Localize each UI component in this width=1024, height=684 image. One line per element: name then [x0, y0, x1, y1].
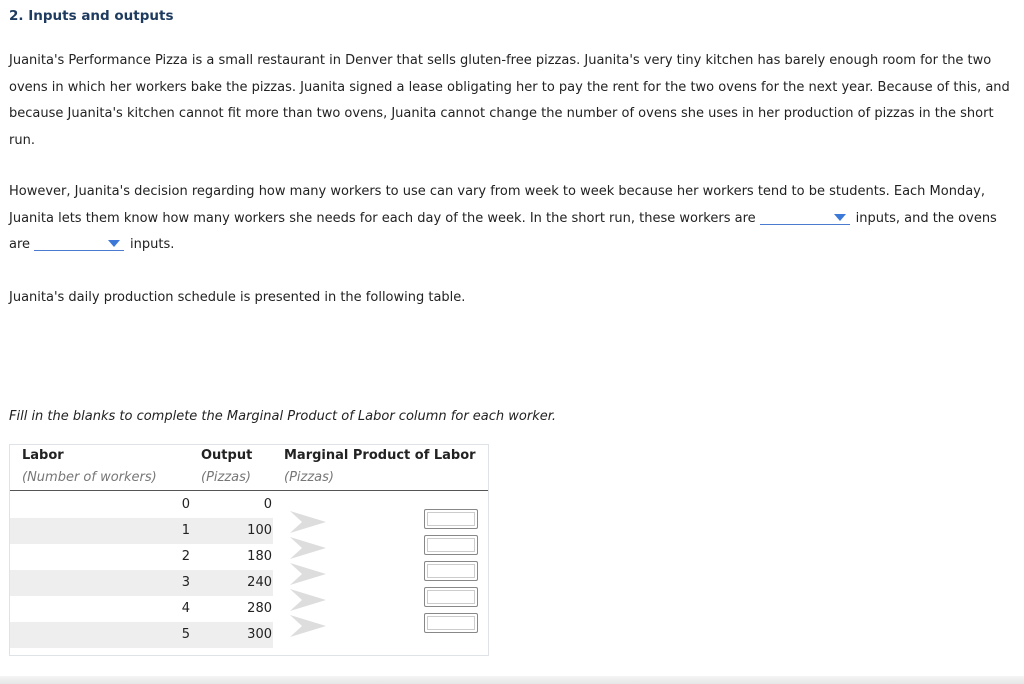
table-row: [10, 544, 273, 570]
labor-cell: 5: [181, 627, 190, 642]
header-mpl: Marginal Product of Labor: [284, 448, 476, 463]
workers-input-type-dropdown[interactable]: [760, 210, 850, 225]
table-row: [10, 622, 273, 648]
output-cell: 100: [247, 523, 272, 538]
instruction-paragraph: Fill in the blanks to complete the Marginal Product of Labor column for each worker.: [9, 409, 557, 424]
output-cell: 180: [247, 549, 272, 564]
chevron-right-icon: [288, 535, 328, 561]
chevron-right-icon: [288, 587, 328, 613]
labor-cell: 2: [181, 549, 190, 564]
ovens-input-type-dropdown[interactable]: [34, 236, 124, 251]
header-labor-sub: (Number of workers): [22, 470, 157, 485]
table-row: [10, 518, 273, 544]
table-row: [10, 492, 273, 518]
labor-cell: 0: [181, 497, 190, 512]
output-cell: 240: [247, 575, 272, 590]
question-text-3: inputs.: [130, 237, 175, 252]
output-cell: 280: [247, 601, 272, 616]
production-table: [9, 444, 489, 656]
mpl-input-worker-4[interactable]: [424, 587, 478, 607]
chevron-right-icon: [288, 509, 328, 535]
header-output-sub: (Pizzas): [201, 470, 251, 485]
chevron-right-icon: [288, 561, 328, 587]
mpl-input-worker-2[interactable]: [424, 535, 478, 555]
table-row: [10, 570, 273, 596]
caret-down-icon: [834, 214, 846, 221]
header-labor: Labor: [22, 448, 64, 463]
question-paragraph: [9, 179, 1017, 259]
output-cell: 0: [263, 497, 272, 512]
labor-cell: 3: [181, 575, 190, 590]
table-row: [10, 596, 273, 622]
schedule-paragraph: Juanita's daily production schedule is presented in the following table.: [9, 290, 466, 305]
question-text-1: However, Juanita's decision regarding how many workers to use can vary from week to week because her workers tend to be students. Each Monday, Juanita lets them know how many workers she needs for each day of the week. In the short run, these workers are: [9, 184, 986, 226]
chevron-right-icon: [288, 613, 328, 639]
caret-down-icon: [108, 240, 120, 247]
question-text-2: inputs, and the ovens are: [9, 210, 997, 252]
labor-cell: 4: [181, 601, 190, 616]
mpl-input-worker-5[interactable]: [424, 613, 478, 633]
mpl-input-worker-3[interactable]: [424, 561, 478, 581]
header-mpl-sub: (Pizzas): [284, 470, 334, 485]
mpl-input-worker-1[interactable]: [424, 509, 478, 529]
output-cell: 300: [247, 627, 272, 642]
intro-paragraph: Juanita's Performance Pizza is a small restaurant in Denver that sells gluten-free pizzas. Juanita's very tiny kitchen has barely enough room for the two ovens in which her workers bake the pizzas. Juanita signed a lease obligating her to pay the rent for the two ovens for the next year. Because of this, and because Juanita's kitchen cannot fit more than two ovens, Juanita cannot change the number of ovens she uses in her production of pizzas in the short run.: [9, 53, 1010, 148]
labor-cell: 1: [181, 523, 190, 538]
section-title: 2. Inputs and outputs: [9, 8, 174, 24]
header-output: Output: [201, 448, 253, 463]
header-divider: [10, 490, 488, 491]
page-bottom-bar: [0, 676, 1024, 684]
